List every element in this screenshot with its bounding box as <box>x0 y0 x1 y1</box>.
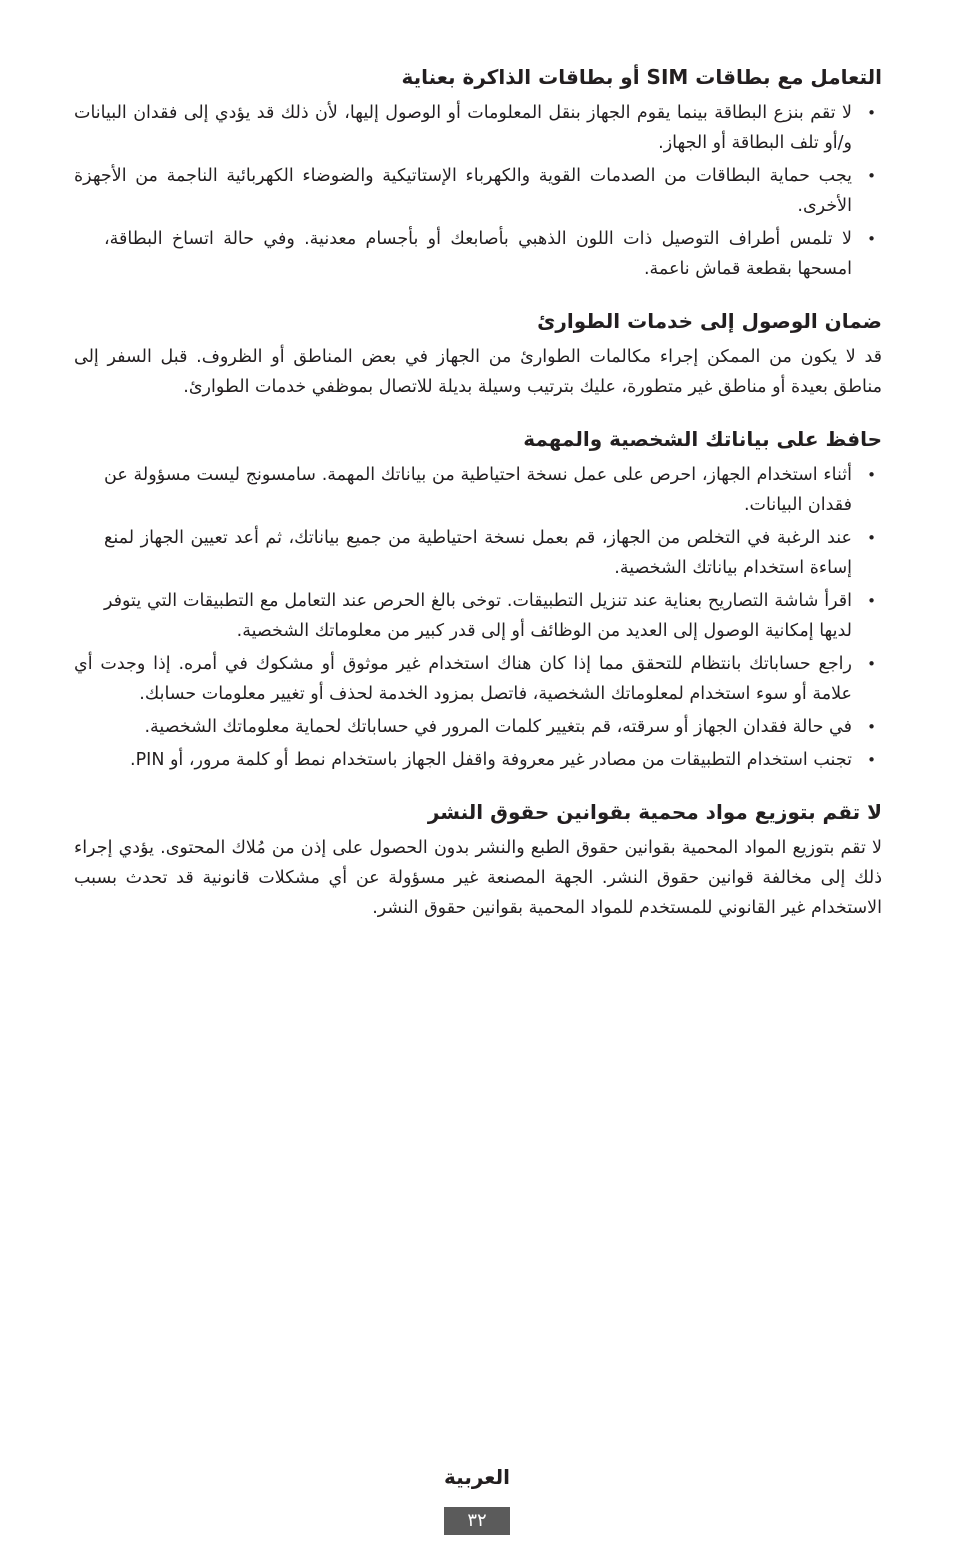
list-item <box>74 523 882 583</box>
section-emergency-services <box>74 306 882 402</box>
list-item <box>74 224 882 284</box>
bullet-icon: • <box>867 167 876 185</box>
list-item <box>74 460 882 520</box>
footer-language-label: العربية <box>444 1465 510 1489</box>
bullet-list <box>74 98 882 284</box>
list-item <box>74 98 882 158</box>
section-title: التعامل مع بطاقات SIM أو بطاقات الذاكرة بعناية <box>401 65 882 89</box>
section-paragraph: قد لا يكون من الممكن إجراء مكالمات الطوارئ من الجهاز في بعض المناطق أو الظروف. قبل السفر إلى مناطق بعيدة أو مناطق غير متطورة، عليك بترتيب وسيلة بديلة للاتصال بموظفي خدمات الطوارئ. <box>74 347 882 397</box>
list-item-text: أثناء استخدام الجهاز، احرص على عمل نسخة احتياطية من بياناتك المهمة. سامسونج ليست مسؤولة عن فقدان البيانات. <box>104 465 852 515</box>
section-title: ضمان الوصول إلى خدمات الطوارئ <box>537 309 882 333</box>
list-item <box>74 161 882 221</box>
list-item-text: تجنب استخدام التطبيقات من مصادر غير معروفة واقفل الجهاز باستخدام نمط أو كلمة مرور، أو PIN. <box>130 750 852 770</box>
page-content <box>74 62 882 945</box>
section-sim-cards <box>74 62 882 284</box>
bullet-icon: • <box>867 751 876 769</box>
bullet-icon: • <box>867 655 876 673</box>
page-number-badge: ٣٢ <box>444 1507 510 1535</box>
list-item-text: راجع حساباتك بانتظام للتحقق مما إذا كان هناك استخدام غير موثوق أو مشكوك في أمره. إذا وجدت أي علامة أو سوء استخدام لمعلوماتك الشخصية، فاتصل بمزود الخدمة لحذف أو تغيير معلومات حسابك. <box>74 654 852 704</box>
bullet-icon: • <box>867 466 876 484</box>
list-item-text: اقرأ شاشة التصاريح بعناية عند تنزيل التطبيقات. توخى بالغ الحرص عند التعامل مع التطبيقات التي يتوفر لديها إمكانية الوصول إلى العديد من الوظائف أو إلى قدر كبير من معلوماتك الشخصية. <box>104 591 852 641</box>
list-item-text: عند الرغبة في التخلص من الجهاز، قم بعمل نسخة احتياطية من جميع بياناتك، ثم أعد تعيين الجهاز لمنع إساءة استخدام بياناتك الشخصية. <box>104 528 852 578</box>
bullet-icon: • <box>867 529 876 547</box>
section-title: لا تقم بتوزيع مواد محمية بقوانين حقوق النشر <box>427 800 882 824</box>
section-title: حافظ على بياناتك الشخصية والمهمة <box>523 427 882 451</box>
list-item-text: لا تقم بنزع البطاقة بينما يقوم الجهاز بنقل المعلومات أو الوصول إليها، لأن ذلك قد يؤدي إلى فقدان البيانات و/أو تلف البطاقة أو الجهاز. <box>74 103 852 153</box>
section-copyright <box>74 797 882 923</box>
bullet-list <box>74 460 882 775</box>
list-item <box>74 745 882 775</box>
list-item-text: لا تلمس أطراف التوصيل ذات اللون الذهبي بأصابعك أو بأجسام معدنية. وفي حالة اتساخ البطاقة، امسحها بقطعة قماش ناعمة. <box>104 229 852 279</box>
list-item-text: في حالة فقدان الجهاز أو سرقته، قم بتغيير كلمات المرور في حساباتك لحماية معلوماتك الشخصية. <box>144 717 852 737</box>
list-item <box>74 712 882 742</box>
bullet-icon: • <box>867 718 876 736</box>
bullet-icon: • <box>867 592 876 610</box>
bullet-icon: • <box>867 104 876 122</box>
list-item <box>74 649 882 709</box>
list-item <box>74 586 882 646</box>
bullet-icon: • <box>867 230 876 248</box>
list-item-text: يجب حماية البطاقات من الصدمات القوية والكهرباء الإستاتيكية والضوضاء الكهربائية الناجمة من الأجهزة الأخرى. <box>74 166 852 216</box>
section-personal-data <box>74 424 882 775</box>
section-paragraph: لا تقم بتوزيع المواد المحمية بقوانين حقوق الطبع والنشر بدون الحصول على إذن من مُلاك المحتوى. يؤدي إجراء ذلك إلى مخالفة قوانين حقوق النشر. الجهة المصنعة غير مسؤولة عن أي مشكلات قانونية قد تحدث بسبب الاستخدام غير القانوني للمستخدم للمواد المحمية بقوانين حقوق النشر. <box>74 838 882 918</box>
